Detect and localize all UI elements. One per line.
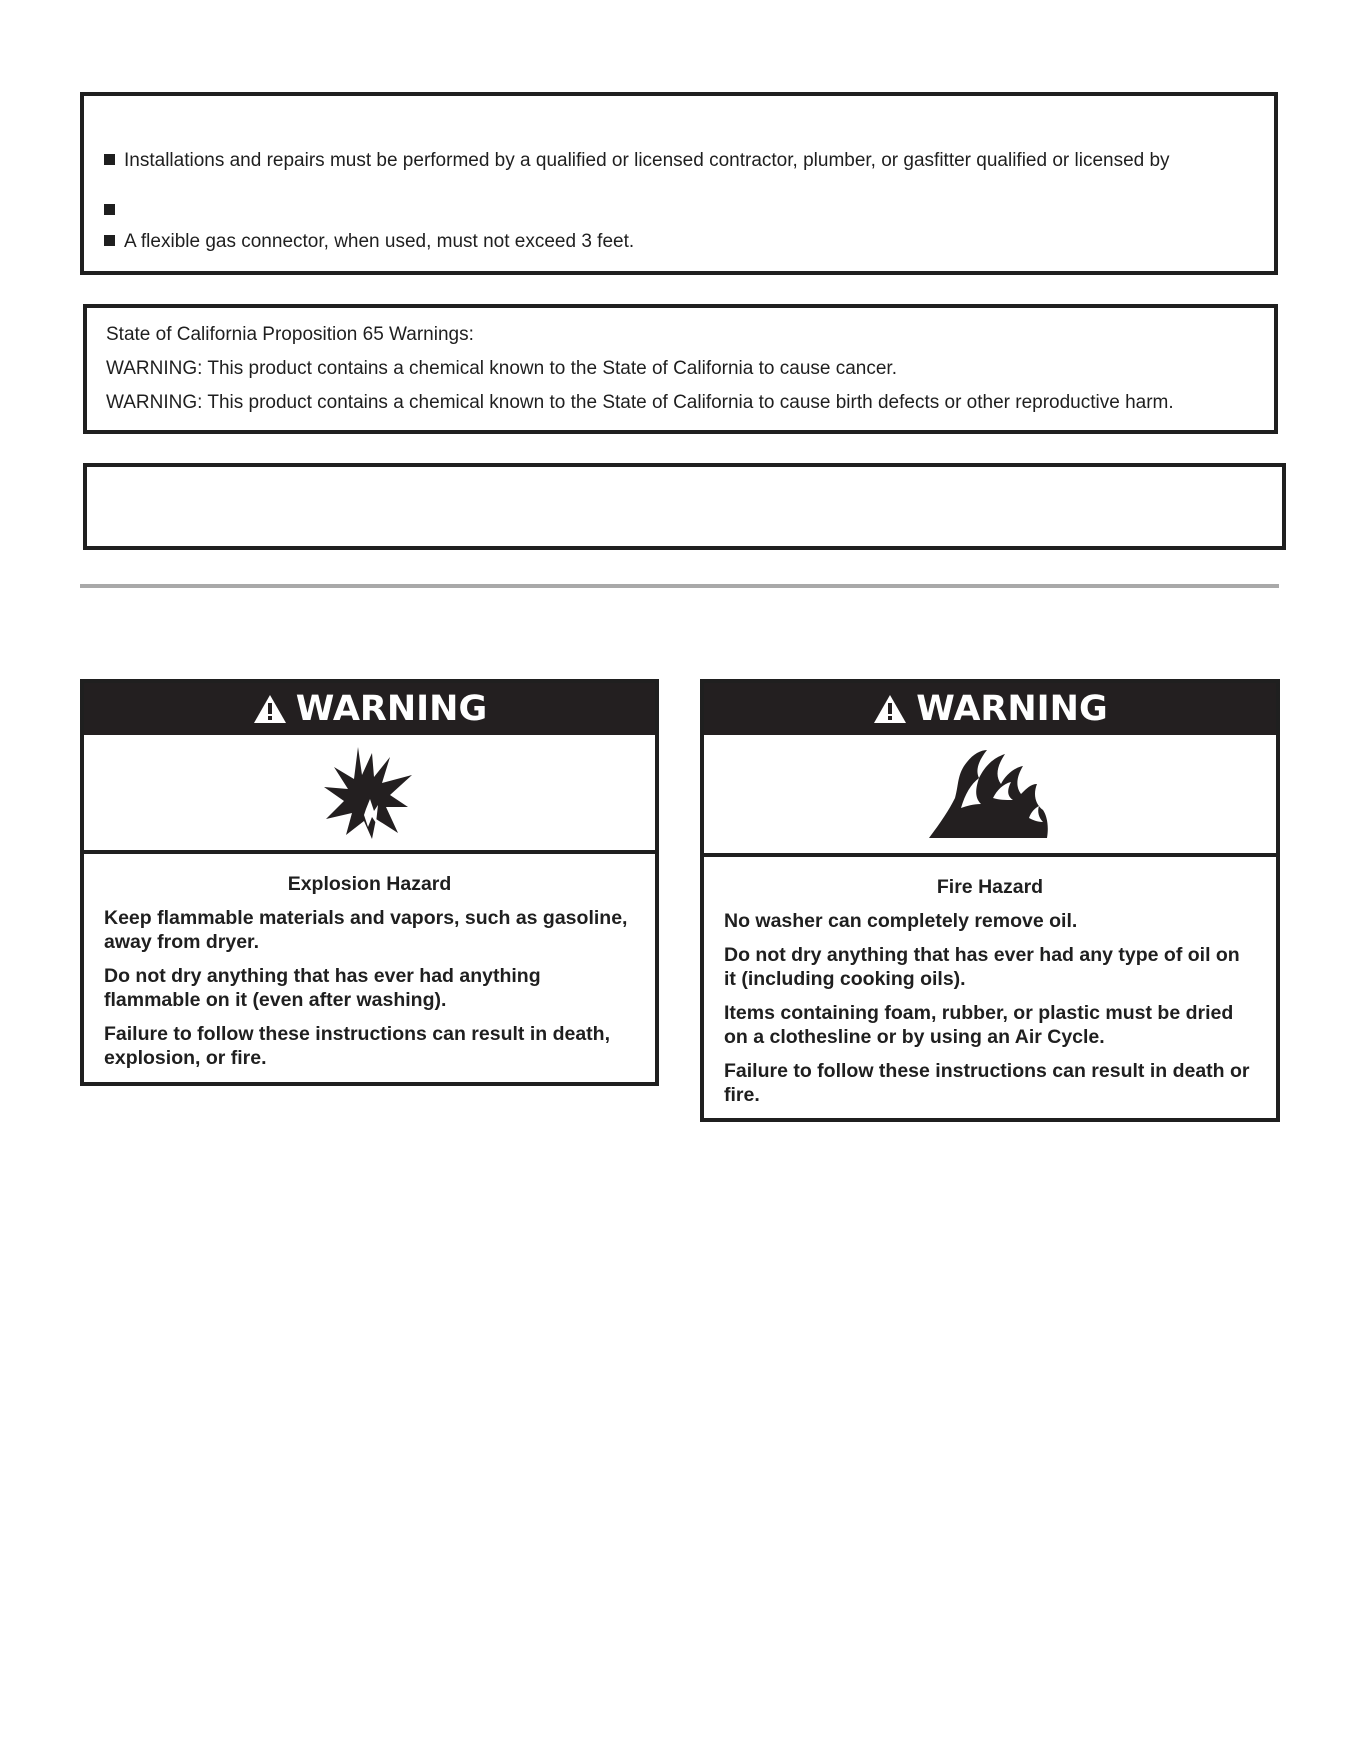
hazard-title: Fire Hazard — [936, 876, 1044, 898]
warning-paragraph: Failure to follow these instructions can result in death, explosion, or fire. — [104, 1023, 610, 1069]
explosion-icon — [320, 747, 420, 839]
explosion-icon-area — [84, 735, 655, 854]
installation-notice-box — [80, 92, 1278, 275]
fire-warning-label — [700, 679, 1280, 1122]
installation-bullet-2 — [104, 200, 124, 222]
explosion-warning-body — [84, 872, 655, 1070]
explosion-warning-label — [80, 679, 659, 1086]
fire-icon — [927, 748, 1053, 840]
hazard-title: Explosion Hazard — [287, 873, 452, 895]
warning-triangle-icon — [872, 693, 908, 725]
warning-header — [84, 683, 655, 735]
square-bullet-icon — [104, 204, 115, 215]
warning-paragraph: Failure to follow these instructions can result in death or fire. — [724, 1060, 1250, 1106]
installation-bullet-3: A flexible gas connector, when used, must not exceed 3 feet. — [104, 231, 634, 253]
square-bullet-icon — [104, 154, 115, 165]
warning-paragraph: No washer can completely remove oil. — [724, 910, 1078, 932]
prop65-cancer-warning: WARNING: This product contains a chemical known to the State of California to cause cancer. — [106, 358, 897, 379]
warning-paragraph: Items containing foam, rubber, or plastic must be dried on a clothesline or by using an Air Cycle. — [724, 1002, 1234, 1048]
prop65-warning-box — [83, 304, 1278, 434]
installation-bullet-1: Installations and repairs must be performed by a qualified or licensed contractor, plumber, or gasfitter qualified or licensed by — [104, 150, 1170, 172]
prop65-birth-defects-warning: WARNING: This product contains a chemical known to the State of California to cause birth defects or other reproductive harm. — [106, 392, 1174, 413]
warning-header-text: WARNING — [916, 689, 1108, 729]
fire-icon-area — [704, 735, 1276, 857]
warning-paragraph: Keep flammable materials and vapors, such as gasoline, away from dryer. — [104, 907, 628, 953]
prop65-heading: State of California Proposition 65 Warnings: — [106, 324, 474, 345]
warning-paragraph: Do not dry anything that has ever had anything flammable on it (even after washing). — [104, 965, 541, 1011]
warning-header-text: WARNING — [295, 689, 488, 729]
square-bullet-icon — [104, 235, 115, 246]
empty-notice-box — [83, 463, 1286, 550]
section-divider — [80, 584, 1279, 588]
warning-triangle-icon — [252, 693, 288, 725]
warning-paragraph: Do not dry anything that has ever had any type of oil on it (including cooking oils). — [724, 944, 1240, 990]
warning-header — [704, 683, 1276, 735]
fire-warning-body — [704, 875, 1276, 1107]
